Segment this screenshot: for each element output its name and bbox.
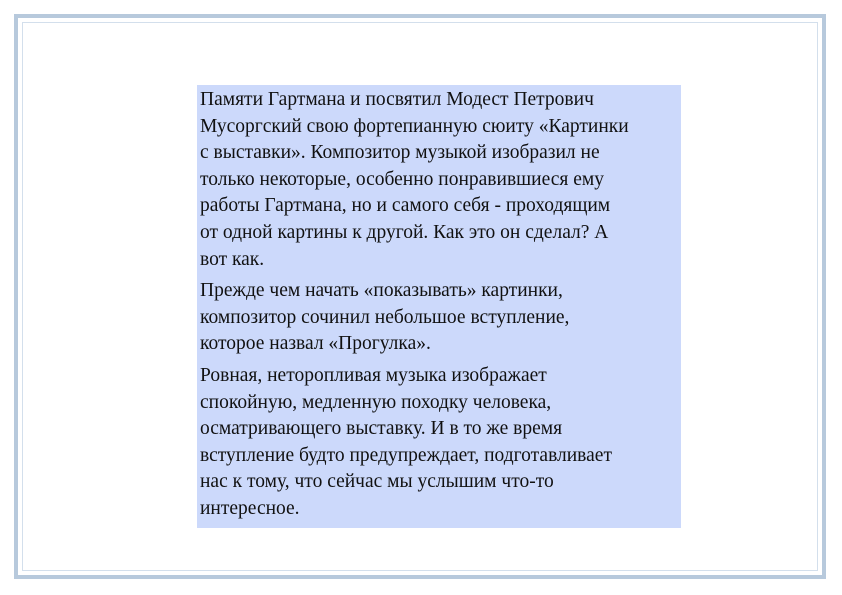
- text-line: Ровная, неторопливая музыка изображает: [200, 364, 547, 386]
- paragraph-1: [200, 87, 678, 273]
- text-line: осматривающего выставку. И в то же время: [200, 418, 563, 440]
- text-line: вступление будто предупреждает, подготавливает: [200, 444, 612, 466]
- text-line: с выставки». Композитор музыкой изобразил не: [200, 142, 600, 164]
- text-line: Памяти Гартмана и посвятил Модест Петрович: [200, 89, 594, 110]
- text-line: спокойную, медленную походку человека,: [200, 391, 552, 413]
- text-line: интересное.: [200, 497, 300, 519]
- text-line: которое назвал «Прогулка».: [200, 333, 431, 355]
- text-line: композитор сочинил небольшое вступление,: [200, 306, 570, 328]
- text-line: только некоторые, особенно понравившиеся ему: [200, 168, 604, 190]
- text-line: вот как.: [200, 248, 265, 270]
- paragraph-2: [200, 278, 678, 358]
- text-line: Прежде чем начать «показывать» картинки,: [200, 280, 563, 302]
- text-line: Мусоргский свою фортепианную сюиту «Картинки: [200, 115, 629, 137]
- text-line: от одной картины к другой. Как это он сделал? А: [200, 221, 609, 243]
- text-block: [197, 85, 681, 528]
- text-line: нас к тому, что сейчас мы услышим что-то: [200, 471, 554, 493]
- text-line: работы Гартмана, но и самого себя - проходящим: [200, 195, 611, 217]
- paragraph-3: [200, 363, 678, 523]
